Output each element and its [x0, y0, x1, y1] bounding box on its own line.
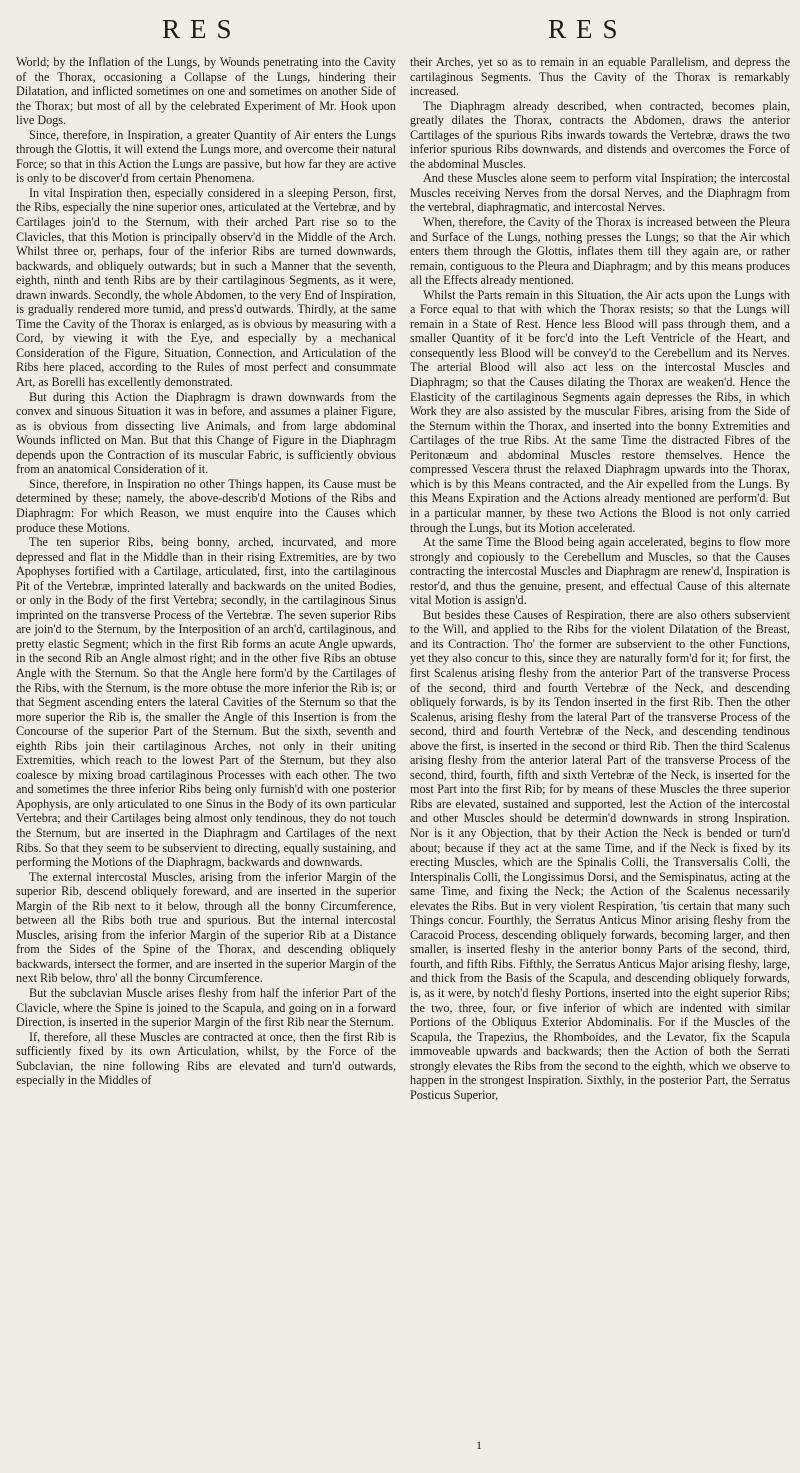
left-column-paragraph: The ten superior Ribs, being bonny, arched, incurvated, and more depressed and flat in the Middle than in their rising Extremities, are by two Apophyses fortified with a Cartilage, articulated, first, into the cartilaginous Pit of the Vertebræ, imprinted laterally and backwards on the united Bodies, or only in the Body of the first Vertebra; secondly, in the cartilaginous Sinus imprinted on the transverse Process of the Vertebræ. The seven superior Ribs are join'd to the Sternum, by the Interposition of an arch'd, cartilaginous, and pretty elastic Segment; which in the first Rib forms an acute Angle upwards, in the second Rib an Angle almost right; and in the other five Ribs an obtuse Angle with the Sternum. So that the Angle here form'd by the Cartilages of the Ribs, with the Sternum, is the more obtuse the more inferior the Rib is; or that Segment ascending enters the lateral Cavities of the Sternum so that the more superior the Rib is, the smaller the Angle of this Insertion is from the Concourse of the superior Part of the Sternum. But the sixth, seventh and eighth Ribs join their cartilaginous Arches, not only in their uniting Extremities, which reach to the lowest Part of the Sternum, but they also coalesce by mixing broad cartilaginous Processes with each other. The two and sometimes the three inferior Ribs being only furnish'd with one posterior Apophysis, are only articulated to one Sinus in the Body of its own particular Vertebra; and their Cartilages being almost only tendinous, they do not touch the Sternum, but are inserted in the Diaphragm and Cartilages of the next Ribs. So that they seem to be subservient to directing, equally sustaining, and performing the Motions of the Diaphragm, backwards and downwards.: [16, 535, 396, 870]
right-column-paragraph: At the same Time the Blood being again accelerated, begins to flow more strongly and copiously to the Cerebellum and Muscles, so that the Causes contracting the intercostal Muscles and Diaphragm are renew'd, Inspiration is restor'd, and thus the genuine, present, and effectual Cause of this alternate vital Motion is assign'd.: [410, 535, 790, 608]
left-column-paragraph: But the subclavian Muscle arises fleshy from half the inferior Part of the Clavicle, where the Spine is joined to the Scapula, and going on in a forward Direction, is inserted in the superior Margin of the first Rib near the Sternum.: [16, 986, 396, 1030]
left-column-paragraph: Since, therefore, in Inspiration no other Things happen, its Cause must be determined by these; namely, the above-describ'd Motions of the Ribs and Diaphragm: For which Reason, we must enquire into the Causes which produce these Motions.: [16, 476, 396, 535]
right-column-paragraph: When, therefore, the Cavity of the Thorax is increased between the Pleura and Surface of the Lungs, nothing presses the Lungs; so that the Air which enters them through the Glottis, inflates them till they again are, or rather remain, contiguous to the Pleura and Diaphragm; and by this means produces all the Effects already mentioned.: [410, 215, 790, 288]
left-column-paragraph: The external intercostal Muscles, arising from the inferior Margin of the superior Rib, descend obliquely foreward, and are inserted in the superior Margin of the Rib next to it below, through all the bonny Circumference, between all the Ribs both true and spurious. But the internal intercostal Muscles, arising from the inferior Margin of the superior Rib at a Distance from the Sides of the Spine of the Thorax, and descending obliquely backwards, intersect the former, and are inserted in the superior Margin of the next Rib below, thro' all the bonny Circumference.: [16, 869, 396, 986]
right-column-paragraph: And these Muscles alone seem to perform vital Inspiration; the intercostal Muscles receiving Nerves from the dorsal Nerves, and the Diaphragm from the vertebral, diaphragmatic, and intercostal Nerves.: [410, 171, 790, 215]
left-column-paragraph: World; by the Inflation of the Lungs, by Wounds penetrating into the Cavity of the Thorax, occasioning a Collapse of the Lungs, hindering their Dilatation, and inflicted sometimes on one and sometimes on another Side of the Thorax; but most of all by the celebrated Experiment of Mr. Hook upon live Dogs.: [16, 55, 396, 128]
page-number: 1: [476, 1438, 482, 1452]
right-column-paragraph: The Diaphragm already described, when contracted, becomes plain, greatly dilates the Thorax, contracts the Abdomen, draws the anterior Cartilages of the spurious Ribs inwards towards the Vertebræ, draws the two inferior spurious Ribs downwards, and distends and overcomes the Force of the abdominal Muscles.: [410, 98, 790, 171]
left-column: [16, 55, 396, 1102]
right-column-paragraph: But besides these Causes of Respiration, there are also others subservient to the Will, and applied to the Ribs for the violent Dilatation of the Breast, and its Contraction. Tho' the former are subservient to the other Functions, yet they also concur to this, since they are naturally form'd for it; for first, the first Scalenus arising fleshy from the anterior Part of the transverse Process of the second, third and fourth Vertebræ of the Neck, and descending obliquely forwards, is by its Tendon inserted in the first Rib. Then the other Scalenus, arising fleshy from the lateral Part of the transverse Process of the second, third and fourth Vertebræ of the Neck, and descending tendinous above the first, is inserted in the second or third Rib. Then the third Scalenus arising fleshy from the anterior lateral Part of the transverse Process of the second, third, fourth, fifth and sixth Vertebræ of the Neck, is inserted for the most Part into the first Rib; for by means of these Muscles the three superior Ribs are elevated, sustained and supported, lest the Action of the intercostal and other Muscles should be determin'd downwards in strong Inspiration. Nor is it any Objection, that by their Action the Neck is bended or turn'd about; because if they act at the same Time, and if the Neck is fixed by its erecting Muscles, which are the Spinalis Colli, the Transversalis Colli, the Interspinalis Colli, the Longissimus Dorsi, and the Semispinatus, acting at the same Time, and fixing the Neck; the Action of the Scalenus necessarily elevates the Ribs. But in very violent Respiration, 'tis certain that many such Things concur. Fourthly, the Serratus Anticus Minor arising fleshy from the Caracoid Process, descending obliquely forwards, becoming larger, and then smaller, is inserted fleshy in the anterior bonny Parts of the second, third, fourth, and fifth Ribs. Fifthly, the Serratus Anticus Major arising fleshy, large, and thick from the Basis of the Scapula, and descending obliquely forwards, is, as it were, by notch'd fleshy Portions, inserted into the eight superior Ribs; the two, three, four, or five inferior of which are indented with similar Portions of the Obliquus Exterior Abdominalis. For if the Muscles of the Scapula, the Trapezius, the Rhomboides, and the Levator, fix the Scapula immoveable upwards and backwards; then the Action of both the Serrati strongly elevates the Ribs from the second to the eighth, which we observe to happen in the strongest Inspiration. Sixthly, in the posterior Part, the Serratus Posticus Superior,: [410, 607, 791, 1102]
left-column-paragraph: Since, therefore, in Inspiration, a greater Quantity of Air enters the Lungs through the Glottis, it will extend the Lungs more, and overcome their natural Force; so that in this Action the Lungs are passive, but how far they are active is only to be discover'd from certain Phenomena.: [16, 127, 396, 186]
right-column: [410, 55, 790, 1102]
running-head-left: RES: [162, 14, 242, 44]
text-columns: [16, 55, 790, 1102]
left-column-paragraph: In vital Inspiration then, especially considered in a sleeping Person, first, the Ribs, especially the nine superior ones, articulated at the Vertebræ, and by Cartilages join'd to the Sternum, with their arched Part rise so to the Clavicles, that this Motion is principally observ'd in the Middle of the Arch. Whilst three or, perhaps, four of the inferior Ribs are turned downwards, backwards, and obliquely outwards; but in such a Manner that the seventh, eighth, ninth and tenth Ribs are by their cartilaginous Segments, as it were, drawn inwards. Secondly, the whole Abdomen, to the very End of Inspiration, is gradually rendered more tumid, and press'd outwards. Thirdly, at the same Time the Cavity of the Thorax is enlarged, as is obvious by measuring with a Cord, by viewing it with the Eye, and especially by a mechanical Consideration of the Figure, Situation, Connection, and Articulation of the Ribs here placed, according to the Rules of most perfect and consummate Art, as Borelli has excellently demonstrated.: [16, 185, 396, 390]
running-head-right: RES: [548, 14, 628, 44]
right-column-paragraph: Whilst the Parts remain in this Situation, the Air acts upon the Lungs with a Force equal to that with which the Thorax resists; so that the Lungs will remain in a State of Rest. Hence less Blood will pass through them, and a smaller Quantity of it be forc'd into the Left Ventricle of the Heart, and consequently less Blood will be convey'd to the Cerebellum and its Nerves. The arterial Blood will also act less on the intercostal Muscles and Diaphragm; so that the Causes dilating the Thorax are weaken'd. Hence the Elasticity of the cartilaginous Segments again depresses the Ribs, in which Work they are also assisted by the muscular Fibres, arising from the Side of the Sternum within the Thorax, and inserted into the bonny Extremities and Cartilages of the true Ribs. At the same Time the distracted Fibres of the Peritonæum and abdominal Muscles restore themselves. Hence the compressed Vescera thrust the relaxed Diaphragm upwards into the Thorax, which is by this Means contracted, and the Air expelled from the Lungs. By this Means Expiration and the Actions already mentioned are perform'd. But in a particular manner, by these two Actions the Blood is not only carried through the Lungs, but its Motion accelerated.: [410, 287, 790, 535]
left-column-paragraph: If, therefore, all these Muscles are contracted at once, then the first Rib is sufficiently fixed by its own Articulation, whilst, by the Force of the Subclavian, the nine following Ribs are elevated and turn'd outwards, especially in the Middles of: [16, 1029, 396, 1088]
right-column-paragraph: their Arches, yet so as to remain in an equable Parallelism, and depress the cartilaginous Segments. Thus the Cavity of the Thorax is remarkably increased.: [410, 55, 790, 99]
left-column-paragraph: But during this Action the Diaphragm is drawn downwards from the convex and sinuous Situation it was in before, and assumes a plainer Figure, as is obvious from dissecting live Animals, and from large abdominal Wounds inflicted on Man. But that this Change of Figure in the Diaphragm depends upon the Contraction of its muscular Fabric, is sufficiently obvious from an anatomical Consideration of it.: [16, 389, 396, 477]
running-header: [0, 14, 800, 54]
